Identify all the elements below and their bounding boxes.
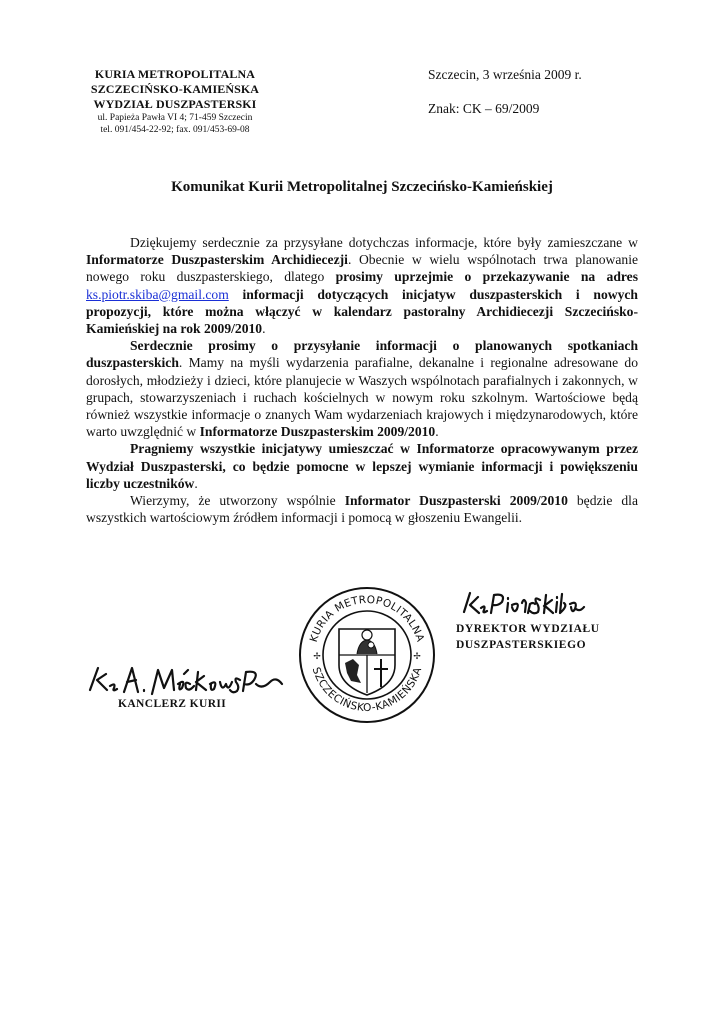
text-run-bold: Pragniemy wszystkie inicjatywy umieszczać w Informatorze opracowywanym przez Wydział Duszpasterski, co będzie pomocne w lepszej wymianie informacji i powiększeniu liczby uczestników xyxy=(86,441,638,491)
org-department: WYDZIAŁ DUSZPASTERSKI xyxy=(93,97,257,111)
director-signature xyxy=(460,587,610,621)
svg-text:✢: ✢ xyxy=(313,651,321,661)
text-run: . Obecnie w wielu wspólnotach trwa planowanie nowego roku duszpasterskiego, dlatego xyxy=(86,252,638,285)
seal-bottom-text: SZCZECIŃSKO-KAMIEŃSKA xyxy=(309,665,425,715)
text-run-bold: informacji dotyczących inicjatyw duszpasterskich i nowych propozycji, które można włączyć w kalendarz pastoralny Archidiecezji Szczecińsko-Kamieńskiej na rok 2009/2010 xyxy=(86,286,638,337)
chancellor-title: KANCLERZ KURII xyxy=(118,698,227,710)
paragraph-2 xyxy=(86,337,638,440)
org-address: ul. Papieża Pawła VI 4; 71-459 Szczecin xyxy=(97,113,253,123)
text-run-bold: Informator Duszpasterski 2009/2010 xyxy=(344,493,568,509)
text-run-bold: Serdecznie prosimy o przysyłanie informacji o planowanych spotkaniach duszpasterskich xyxy=(86,338,638,371)
text-run: . xyxy=(194,475,198,491)
chancellor-signature-block xyxy=(86,660,301,709)
place-date: Szczecin, 3 września 2009 r. xyxy=(428,67,582,82)
text-run-bold: prosimy uprzejmie o przekazywanie na adres xyxy=(335,269,638,285)
svg-text:✢: ✢ xyxy=(413,651,421,661)
paragraph-1 xyxy=(86,234,638,337)
seal-top-text: KURIA METROPOLITALNA xyxy=(307,593,427,644)
director-title-line1: DYREKTOR WYDZIAŁU xyxy=(456,623,600,635)
text-run-bold: Informatorze Duszpasterskim 2009/2010 xyxy=(199,424,436,440)
org-phone: tel. 091/454-22-92; fax. 091/453-69-08 xyxy=(100,125,250,135)
text-run: będzie dla wszystkich wartościowym źródłem informacji i pomocą w głoszeniu Ewangelii. xyxy=(86,493,638,526)
text-run: . Mamy na myśli wydarzenia parafialne, dekanalne i regionalne adresowane do dorosłych, młodzieży i dzieci, które planujecie w Waszych wspólnotach parafialnych i zakonnych, w grupach, stowarzyszeniach i ruchach kościelnych w nowym roku szkolnym. Wartościowe będą również wszystkie informacje o znanych Wam wydarzeniach krajowych i międzynarodowych, które warto uwzględnić w xyxy=(86,355,638,440)
document-title: Komunikat Kurii Metropolitalnej Szczecińsko-Kamieńskiej xyxy=(171,179,553,195)
director-signature-block xyxy=(456,587,610,653)
text-run-bold: Informatorze Duszpasterskim Archidiecezji xyxy=(86,252,348,268)
org-name-line2: SZCZECIŃSKO-KAMIEŃSKA xyxy=(90,82,260,96)
text-run: . xyxy=(435,424,439,440)
email-link[interactable]: ks.piotr.skiba@gmail.com xyxy=(86,286,229,302)
reference-number: Znak: CK – 69/2009 xyxy=(428,101,540,116)
letter-body xyxy=(86,234,638,526)
date-block xyxy=(428,66,582,117)
text-run: Dziękujemy serdecznie za przysyłane dotychczas informacje, które były zamieszczane w xyxy=(130,235,638,250)
director-title-line2: DUSZPASTERSKIEGO xyxy=(456,639,587,651)
paragraph-3 xyxy=(86,440,638,492)
text-run: . xyxy=(262,321,266,337)
official-seal xyxy=(297,585,437,725)
org-name-line1: KURIA METROPOLITALNA xyxy=(94,67,256,81)
letterhead xyxy=(70,67,280,136)
paragraph-4 xyxy=(86,492,638,526)
text-run: Wierzymy, że utworzony wspólnie xyxy=(130,493,345,509)
